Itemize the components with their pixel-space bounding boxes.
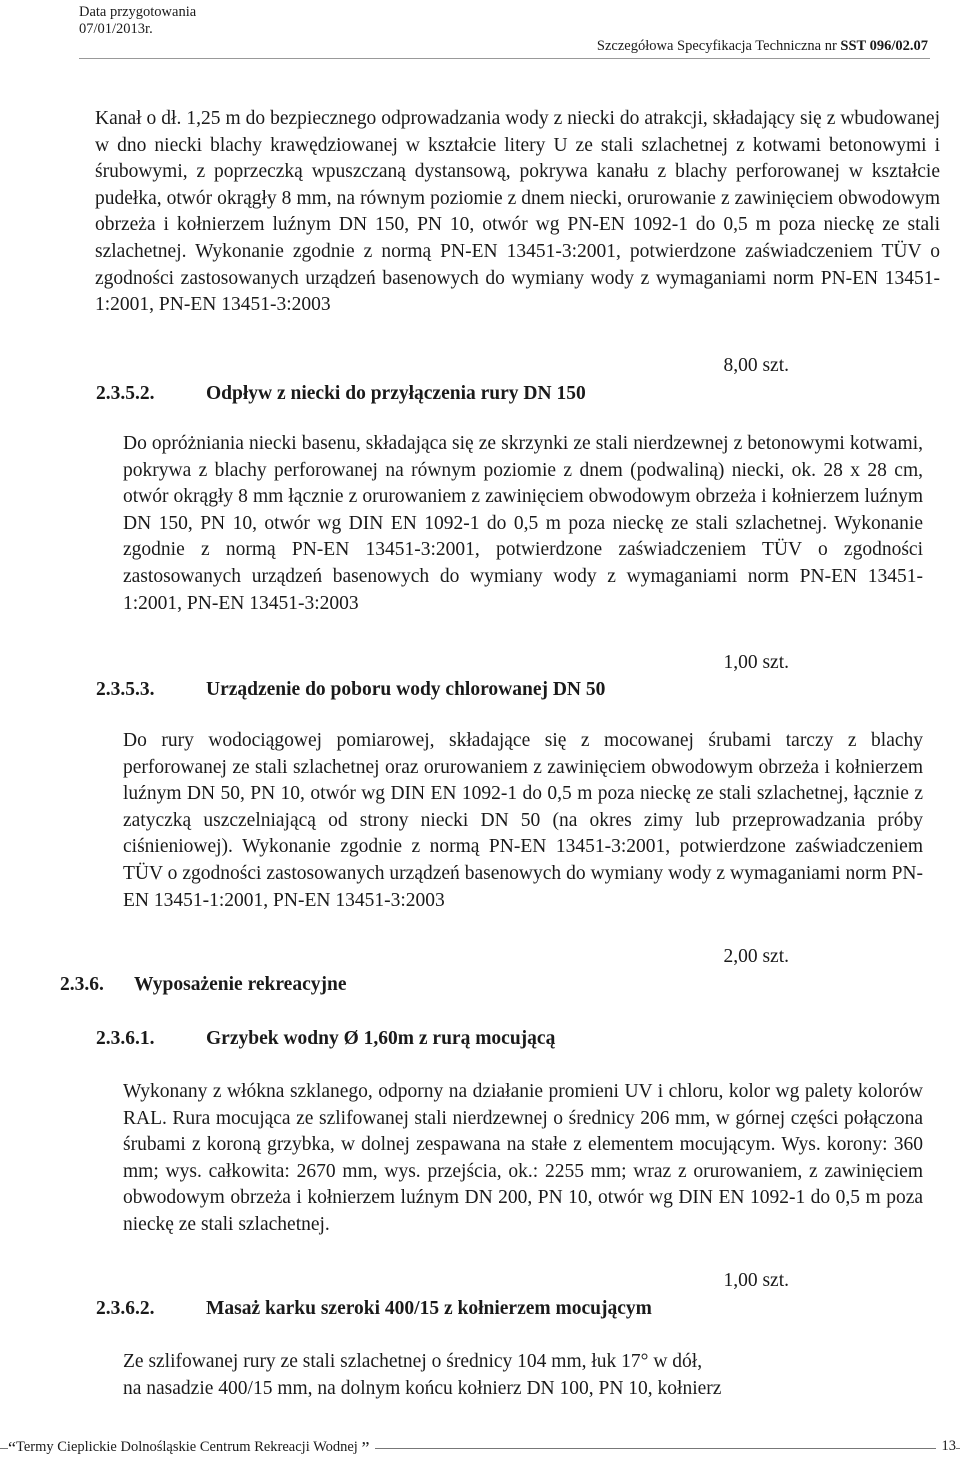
paragraph-2362-line1: Ze szlifowanej rury ze stali szlachetnej o średnicy 104 mm, łuk 17° w dół, — [123, 1351, 703, 1372]
paragraph-2352 — [123, 431, 923, 617]
section-title: Grzybek wodny Ø 1,60m z rurą mocującą — [206, 1028, 556, 1049]
section-title: Masaż karku szeroki 400/15 z kołnierzem mocującym — [206, 1298, 652, 1319]
section-title: Wyposażenie rekreacyjne — [134, 974, 347, 995]
page-footer — [0, 1438, 960, 1466]
paragraph-2353-text: Do rury wodociągowej pomiarowej, składające się z mocowanej śrubami tarczy z blachy perforowanej ze stali szlachetnej oraz orurowaniem z zawinięciem obwodowym obrzeża i kołnierzem luźnym DN 50, PN 10, otwór wg DIN EN 1092-1 do 0,5 m poza nieckę ze stali szlachetnej, łącznie z zatyczką uszczelniającą od strony niecki DN 50 (na okres zimy lub przeprowadzania próby ciśnieniowej). Wykonanie zgodnie z normą PN-EN 13451-3:2001, potwierdzone zaświadczeniem TÜV o zgodności zastosowanych urządzeń basenowych do wymiany wody z wymaganiami norm PN-EN 13451-1:2001, PN-EN 13451-3:2003 — [123, 730, 923, 911]
footer-close-quote: ” — [361, 1438, 370, 1458]
paragraph-kanal — [95, 106, 940, 319]
paragraph-2361 — [123, 1079, 923, 1239]
paragraph-kanal-text: Kanał o dł. 1,25 m do bezpiecznego odprowadzania wody z niecki do atrakcji, składający się z wbudowanej w dno niecki blachy krawędziowanej w kształcie litery U ze stali szlachetnej z kotwami betonowymi i śrubowymi, z poprzeczką wpuszczaną dystansową, pokrywa kanału z blachy perforowanej w kształcie pudełka, otwór okrągły 8 mm, na równym poziomie z dnem niecki, orurowanie z zawinięciem obwodowym obrzeża i kołnierzem luźnym DN 150, PN 10, otwór wg PN-EN 1092-1 do 0,5 m poza nieckę ze stali szlachetnej. Wykonanie zgodnie z normą PN-EN 13451-3:2001, potwierdzone zaświadczeniem TÜV o zgodności zastosowanych urządzeń basenowych do wymiany wody z wymaganiami norm PN-EN 13451-1:2001, PN-EN 13451-3:2003 — [95, 108, 940, 316]
spec-number: SST 096/02.07 — [840, 38, 928, 54]
section-heading-236 — [60, 972, 346, 998]
section-number: 2.3.6.2. — [96, 1298, 155, 1319]
section-number: 2.3.6. — [60, 974, 104, 995]
header-date — [79, 4, 196, 38]
paragraph-2361-text: Wykonany z włókna szklanego, odporny na działanie promieni UV i chloru, kolor wg palety kolorów RAL. Rura mocująca ze szlifowanej stali nierdzewnej o średnicy 206 mm, w górnej części połączona śrubami z koroną grzybka, w dolnej zespawana na stałe z elementem mocującym. Wys. korony: 360 mm; wys. całkowita: 2670 mm, wys. przejścia, ok.: 2255 mm; wraz z orurowaniem, z zawinięciem obwodowym obrzeża i kołnierzem luźnym DN 200, PN 10, otwór wg DIN EN 1092-1 do 0,5 m poza nieckę ze stali szlachetnej. — [123, 1081, 923, 1235]
section-title: Odpływ z niecki do przyłączenia rury DN 150 — [206, 383, 586, 404]
section-heading-2361 — [96, 1026, 555, 1052]
section-heading-2352 — [96, 381, 586, 407]
quantity-2352: 1,00 szt. — [723, 652, 789, 673]
header-spec — [597, 38, 928, 55]
date-value: 07/01/2013r. — [79, 21, 153, 37]
quantity-2353: 2,00 szt. — [723, 946, 789, 967]
section-number: 2.3.6.1. — [96, 1028, 155, 1049]
paragraph-2362 — [123, 1349, 923, 1402]
quantity-kanal: 8,00 szt. — [723, 355, 789, 376]
paragraph-2352-text: Do opróżniania niecki basenu, składająca się ze skrzynki ze stali nierdzewnej z betonowymi kotwami, pokrywa z blachy perforowanej na równym poziomie z dnem (podwaliną) niecki, ok. 28 x 28 cm, otwór okrągły 8 mm łącznie z orurowaniem z zawinięciem obwodowym obrzeża i kołnierzem luźnym DN 150, PN 10, otwór wg DIN EN 1092-1 do 0,5 m poza nieckę ze stali szlachetnej. Wykonanie zgodnie z normą PN-EN 13451-3:2001, potwierdzone zaświadczeniem TÜV o zgodności zastosowanych urządzeń basenowych do wymiany wody z wymaganiami norm PN-EN 13451-1:2001, PN-EN 13451-3:2003 — [123, 433, 923, 614]
section-number: 2.3.5.3. — [96, 679, 155, 700]
footer-text: Termy Cieplickie Dolnośląskie Centrum Rekreacji Wodnej — [16, 1439, 358, 1455]
footer-open-quote: “ — [8, 1438, 16, 1458]
section-heading-2353 — [96, 677, 605, 703]
section-title: Urządzenie do poboru wody chlorowanej DN 50 — [206, 679, 606, 700]
date-label: Data przygotowania — [79, 4, 197, 20]
spec-prefix: Szczegółowa Specyfikacja Techniczna nr — [596, 38, 841, 54]
paragraph-2353 — [123, 728, 923, 914]
quantity-2361: 1,00 szt. — [723, 1270, 789, 1291]
section-heading-2362 — [96, 1296, 652, 1322]
paragraph-2362-line2: na nasadzie 400/15 mm, na dolnym końcu kołnierz DN 100, PN 10, kołnierz — [123, 1377, 722, 1399]
section-number: 2.3.5.2. — [96, 383, 155, 404]
footer-title — [8, 1438, 375, 1459]
header-divider — [79, 58, 930, 59]
page-number: 13 — [936, 1438, 957, 1455]
